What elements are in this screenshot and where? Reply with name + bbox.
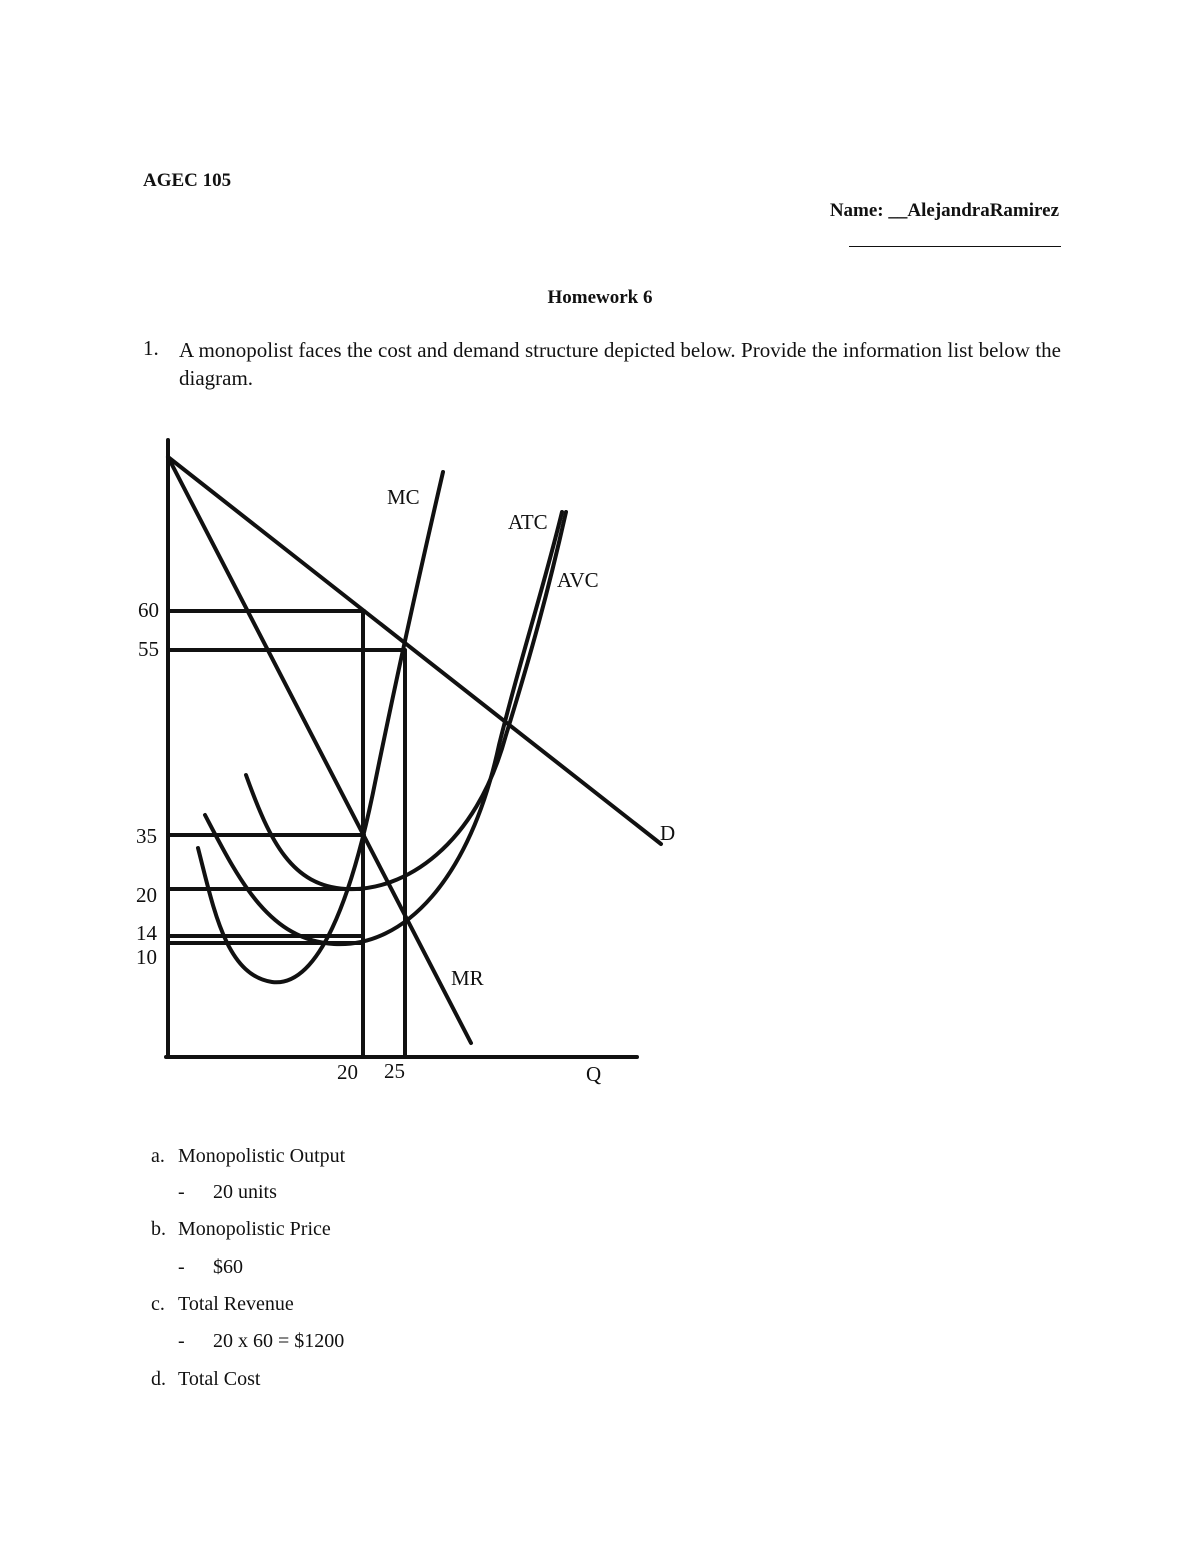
y-tick-label: 20 [136,883,157,907]
answer-value-c: 20 x 60 = $1200 [213,1330,345,1352]
homework-title: Homework 6 [547,287,653,308]
answer-dash-b: - [178,1256,185,1278]
answer-label-b: Monopolistic Price [178,1218,331,1240]
answer-letter-d: d. [151,1368,166,1390]
question-number: 1. [143,336,159,360]
demand-label: D [660,821,676,845]
answer-dash-c: - [178,1330,185,1352]
y-tick-label: 10 [136,945,157,969]
mr-label: MR [451,966,484,990]
answer-label-d: Total Cost [178,1368,261,1390]
x-axis-label: Q [586,1062,602,1086]
student-name: Name: __AlejandraRamirez [829,200,1059,221]
x-tick-label: 20 [337,1060,358,1084]
x-tick-label: 25 [384,1059,405,1083]
y-tick-label: 55 [138,637,159,661]
answer-label-a: Monopolistic Output [178,1145,346,1167]
y-tick-label: 60 [138,598,159,622]
answer-value-a: 20 units [213,1181,277,1203]
answer-dash-a: - [178,1181,185,1203]
mc-label: MC [387,485,420,509]
answer-letter-b: b. [151,1218,166,1240]
question-text: A monopolist faces the cost and demand structure depicted below. Provide the information list below the diagram. [179,338,1061,390]
y-tick-label: 14 [136,921,157,945]
answer-letter-a: a. [151,1145,165,1167]
atc-label: ATC [508,510,548,534]
answer-label-c: Total Revenue [178,1293,294,1315]
y-tick-label: 35 [136,824,157,848]
answer-value-b: $60 [213,1256,243,1278]
avc-label: AVC [557,568,599,592]
course-code: AGEC 105 [143,170,232,191]
answer-letter-c: c. [151,1293,165,1315]
